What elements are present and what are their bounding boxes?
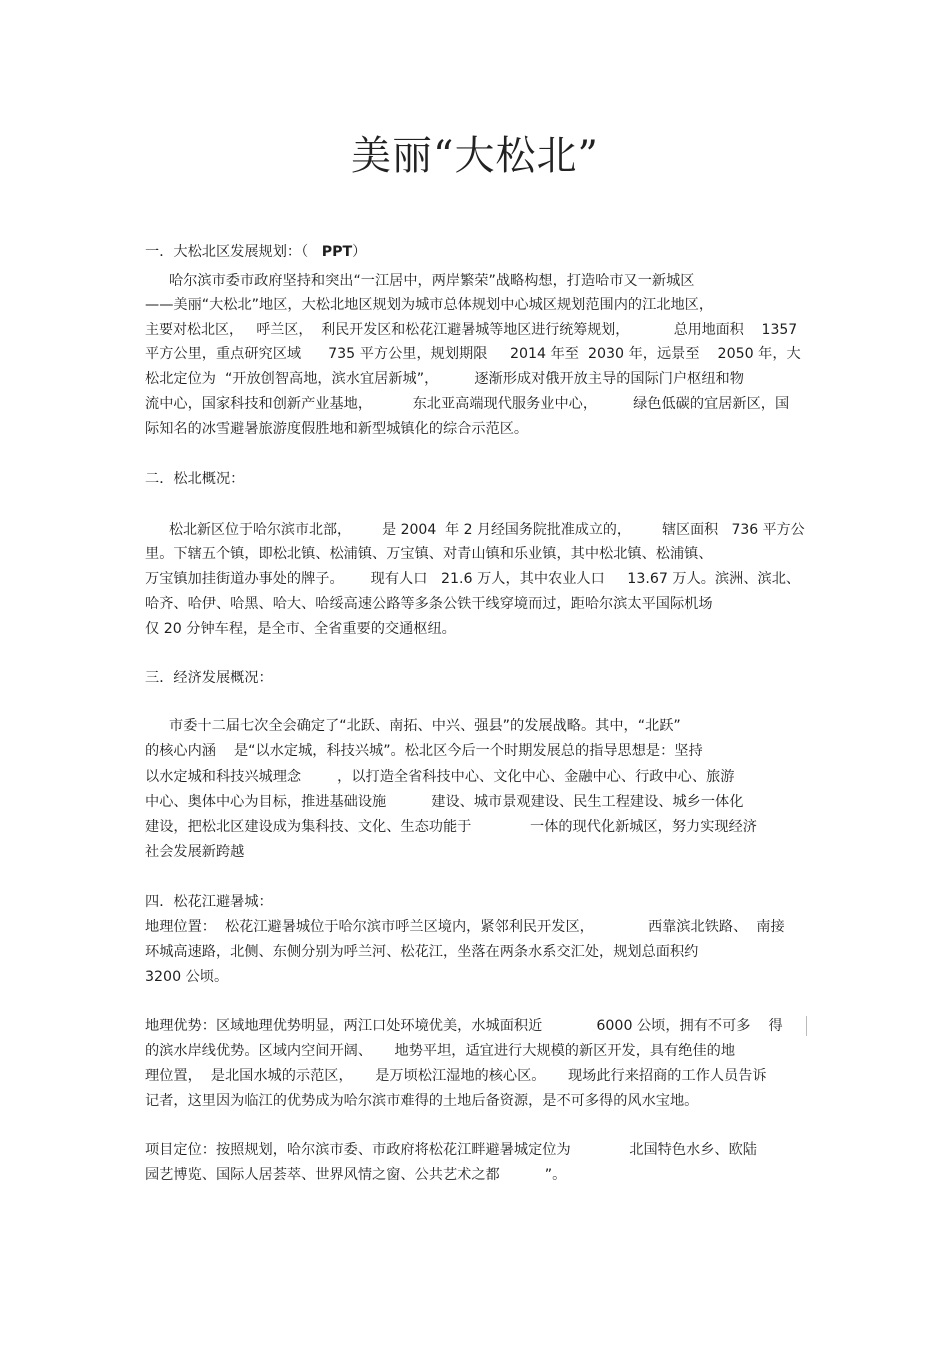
- section-1-line: 松北定位为 “开放创智高地，滨水宜居新城”， 逐渐形成对俄开放主导的国际门户枢纽和物: [145, 371, 744, 387]
- section-1-heading-ppt: PPT: [321, 244, 353, 260]
- section-4-heading: 四．松花江避暑城：: [145, 894, 273, 910]
- section-1-line: 哈尔滨市委市政府坚持和突出“一江居中，两岸繁荣”战略构想，打造哈市又一新城区: [169, 273, 695, 289]
- section-2-line: 哈齐、哈伊、哈黑、哈大、哈绥高速公路等多条公铁干线穿境而过，距哈尔滨太平国际机场: [145, 596, 713, 612]
- section-1-heading-close: ）: [352, 244, 367, 260]
- section-4-location-line: 3200 公顷。: [145, 969, 229, 985]
- section-3-line: 中心、奥体中心为目标，推进基础设施 建设、城市景观建设、民生工程建设、城乡一体化: [145, 794, 744, 810]
- section-4-advantage-line: 记者，这里因为临江的优势成为哈尔滨市难得的土地后备资源，是不可多得的风水宝地。: [145, 1093, 699, 1109]
- section-2-line: 松北新区位于哈尔滨市北部， 是 2004 年 2 月经国务院批准成立的， 辖区面积 736 平方公: [169, 522, 805, 538]
- section-2-line: 里。下辖五个镇，即松北镇、松浦镇、万宝镇、对青山镇和乐业镇，其中松北镇、松浦镇、: [145, 546, 713, 562]
- margin-rule: [806, 1016, 807, 1036]
- section-2-heading: 二．松北概况：: [145, 471, 245, 487]
- section-4-location-line: 环城高速路，北侧、东侧分别为呼兰河、松花江，坐落在两条水系交汇处，规划总面积约: [145, 944, 699, 960]
- section-3-heading: 三．经济发展概况：: [145, 670, 273, 686]
- section-3-line: 社会发展新跨越: [145, 844, 245, 860]
- section-1-line: ——美丽“大松北”地区，大松北地区规划为城市总体规划中心城区规划范围内的江北地区，: [145, 297, 714, 313]
- section-3-line: 市委十二届七次全会确定了“北跃、南拓、中兴、强县”的发展战略。其中，“北跃”: [169, 718, 681, 734]
- section-1-line: 际知名的冰雪避暑旅游度假胜地和新型城镇化的综合示范区。: [145, 421, 529, 437]
- section-1-heading-text: 一．大松北区发展规划：（: [145, 244, 309, 260]
- section-3-line: 的核心内涵 是“以水定城，科技兴城”。松北区今后一个时期发展总的指导思想是：坚持: [145, 743, 703, 759]
- section-1-line: 主要对松北区， 呼兰区， 利民开发区和松花江避暑城等地区进行统筹规划， 总用地面积 1357: [145, 322, 798, 338]
- page-title: 美丽“大松北”: [351, 133, 599, 179]
- section-1-line: 流中心，国家科技和创新产业基地， 东北亚高端现代服务业中心， 绿色低碳的宜居新区，国: [145, 396, 790, 412]
- section-4-location-line: 地理位置： 松花江避暑城位于哈尔滨市呼兰区境内，紧邻利民开发区， 西靠滨北铁路、 南接: [145, 919, 785, 935]
- section-4-advantage-line: 的滨水岸线优势。区域内空间开阔、 地势平坦，适宜进行大规模的新区开发，具有绝佳的地: [145, 1043, 736, 1059]
- section-3-line: 建设，把松北区建设成为集科技、文化、生态功能于 一体的现代化新城区，努力实现经济: [145, 819, 757, 835]
- section-4-advantage-line: 理位置， 是北国水城的示范区， 是万顷松江湿地的核心区。 现场此行来招商的工作人员告诉: [145, 1068, 767, 1084]
- section-2-line: 万宝镇加挂街道办事处的牌子。 现有人口 21.6 万人，其中农业人口 13.67 万人。滨洲、滨北、: [145, 571, 801, 587]
- section-4-positioning-line: 项目定位：按照规划，哈尔滨市委、市政府将松花江畔避暑城定位为 北国特色水乡、欧陆: [145, 1142, 757, 1158]
- section-4-positioning-line: 园艺博览、国际人居荟萃、世界风情之窗、公共艺术之都 ”。: [145, 1167, 567, 1183]
- section-2-line: 仅 20 分钟车程，是全市、全省重要的交通枢纽。: [145, 621, 456, 637]
- section-1-line: 平方公里，重点研究区域 735 平方公里，规划期限 2014 年至 2030 年，远景至 2050 年，大: [145, 346, 801, 362]
- section-3-line: 以水定城和科技兴城理念 ，以打造全省科技中心、文化中心、金融中心、行政中心、旅游: [145, 769, 735, 785]
- section-4-advantage-line: 地理优势：区域地理优势明显，两江口处环境优美，水城面积近 6000 公顷，拥有不可多 得: [145, 1018, 783, 1034]
- section-1-heading: [145, 242, 366, 262]
